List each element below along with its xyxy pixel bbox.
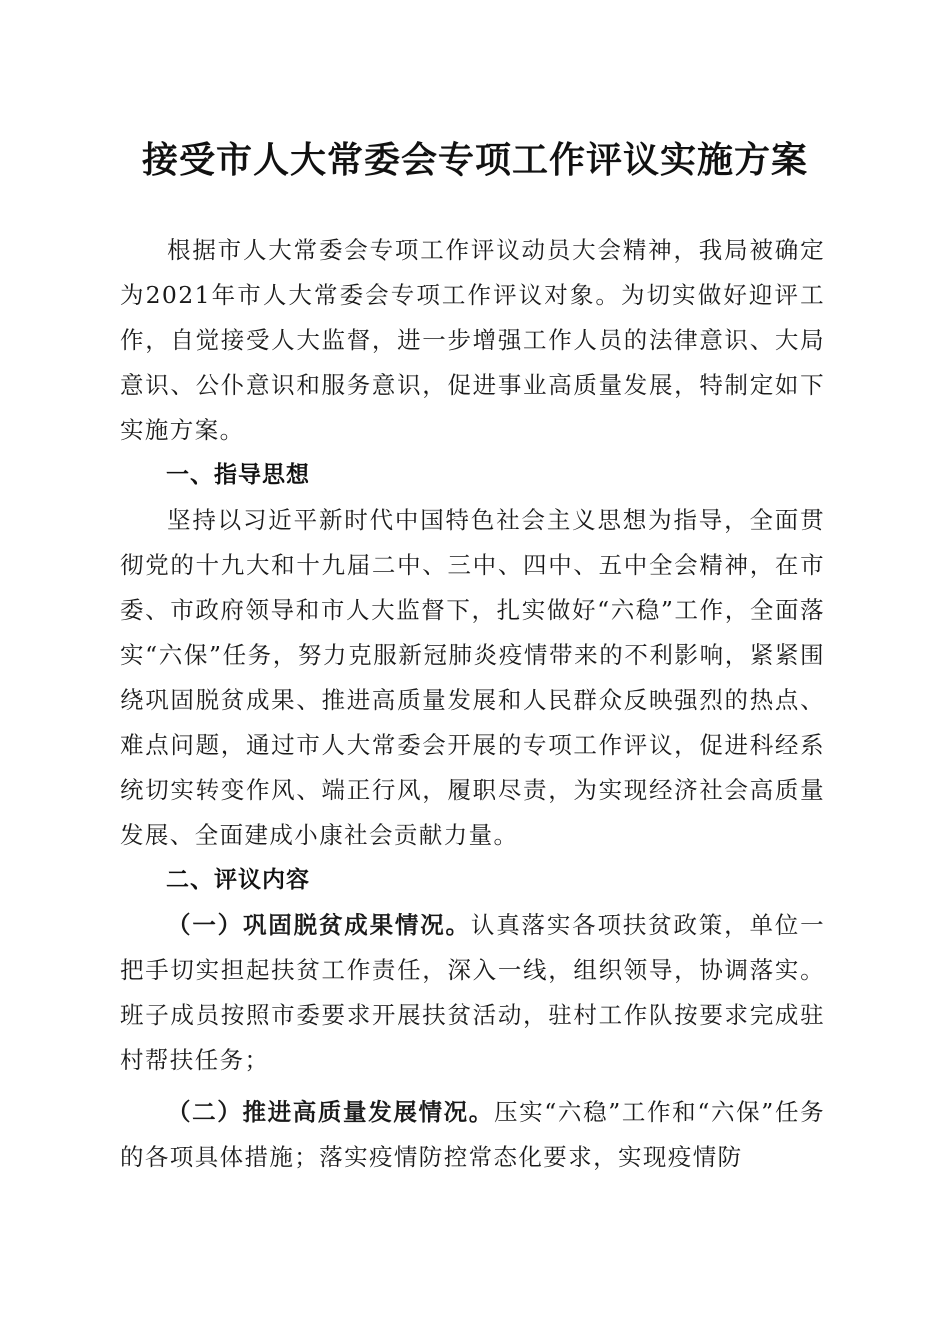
review-item-poverty-text: 认真落实各项扶贫政策，单位一把手切实担起扶贫工作责任，深入一线，组织领导，协调落实。班子成员按照市委要求开展扶贫活动，驻村工作队按要求完成驻村帮扶任务； bbox=[120, 911, 825, 1074]
review-item-poverty-lead: （一）巩固脱贫成果情况。 bbox=[167, 911, 471, 939]
review-item-development-text: 压实“六稳”工作和“六保”任务的各项具体措施；落实疫情防控常态化要求，实现疫情防 bbox=[120, 1098, 826, 1171]
review-item-development bbox=[120, 1090, 825, 1180]
section-heading-review-content: 二、评议内容 bbox=[166, 867, 310, 893]
document-body bbox=[120, 228, 825, 1180]
review-item-development-lead: （二）推进高质量发展情况。 bbox=[167, 1098, 494, 1126]
document-title: 接受市人大常委会专项工作评议实施方案 bbox=[141, 139, 808, 181]
review-item-poverty bbox=[120, 903, 825, 1083]
section-heading-guiding-ideology: 一、指导思想 bbox=[166, 462, 310, 488]
intro-paragraph: 根据市人大常委会专项工作评议动员大会精神，我局被确定为2021年市人大常委会专项工作评议对象。为切实做好迎评工作，自觉接受人大监督，进一步增强工作人员的法律意识、大局意识、公仆意识和服务意识，促进事业高质量发展，特制定如下实施方案。 bbox=[120, 236, 825, 444]
guiding-ideology-paragraph: 坚持以习近平新时代中国特色社会主义思想为指导，全面贯彻党的十九大和十九届二中、三中、四中、五中全会精神，在市委、市政府领导和市人大监督下，扎实做好“六稳”工作，全面落实“六保”任务，努力克服新冠肺炎疫情带来的不利影响，紧紧围绕巩固脱贫成果、推进高质量发展和人民群众反映强烈的热点、难点问题，通过市人大常委会开展的专项工作评议，促进科经系统切实转变作风、端正行风，履职尽责，为实现经济社会高质量发展、全面建成小康社会贡献力量。 bbox=[120, 506, 825, 849]
